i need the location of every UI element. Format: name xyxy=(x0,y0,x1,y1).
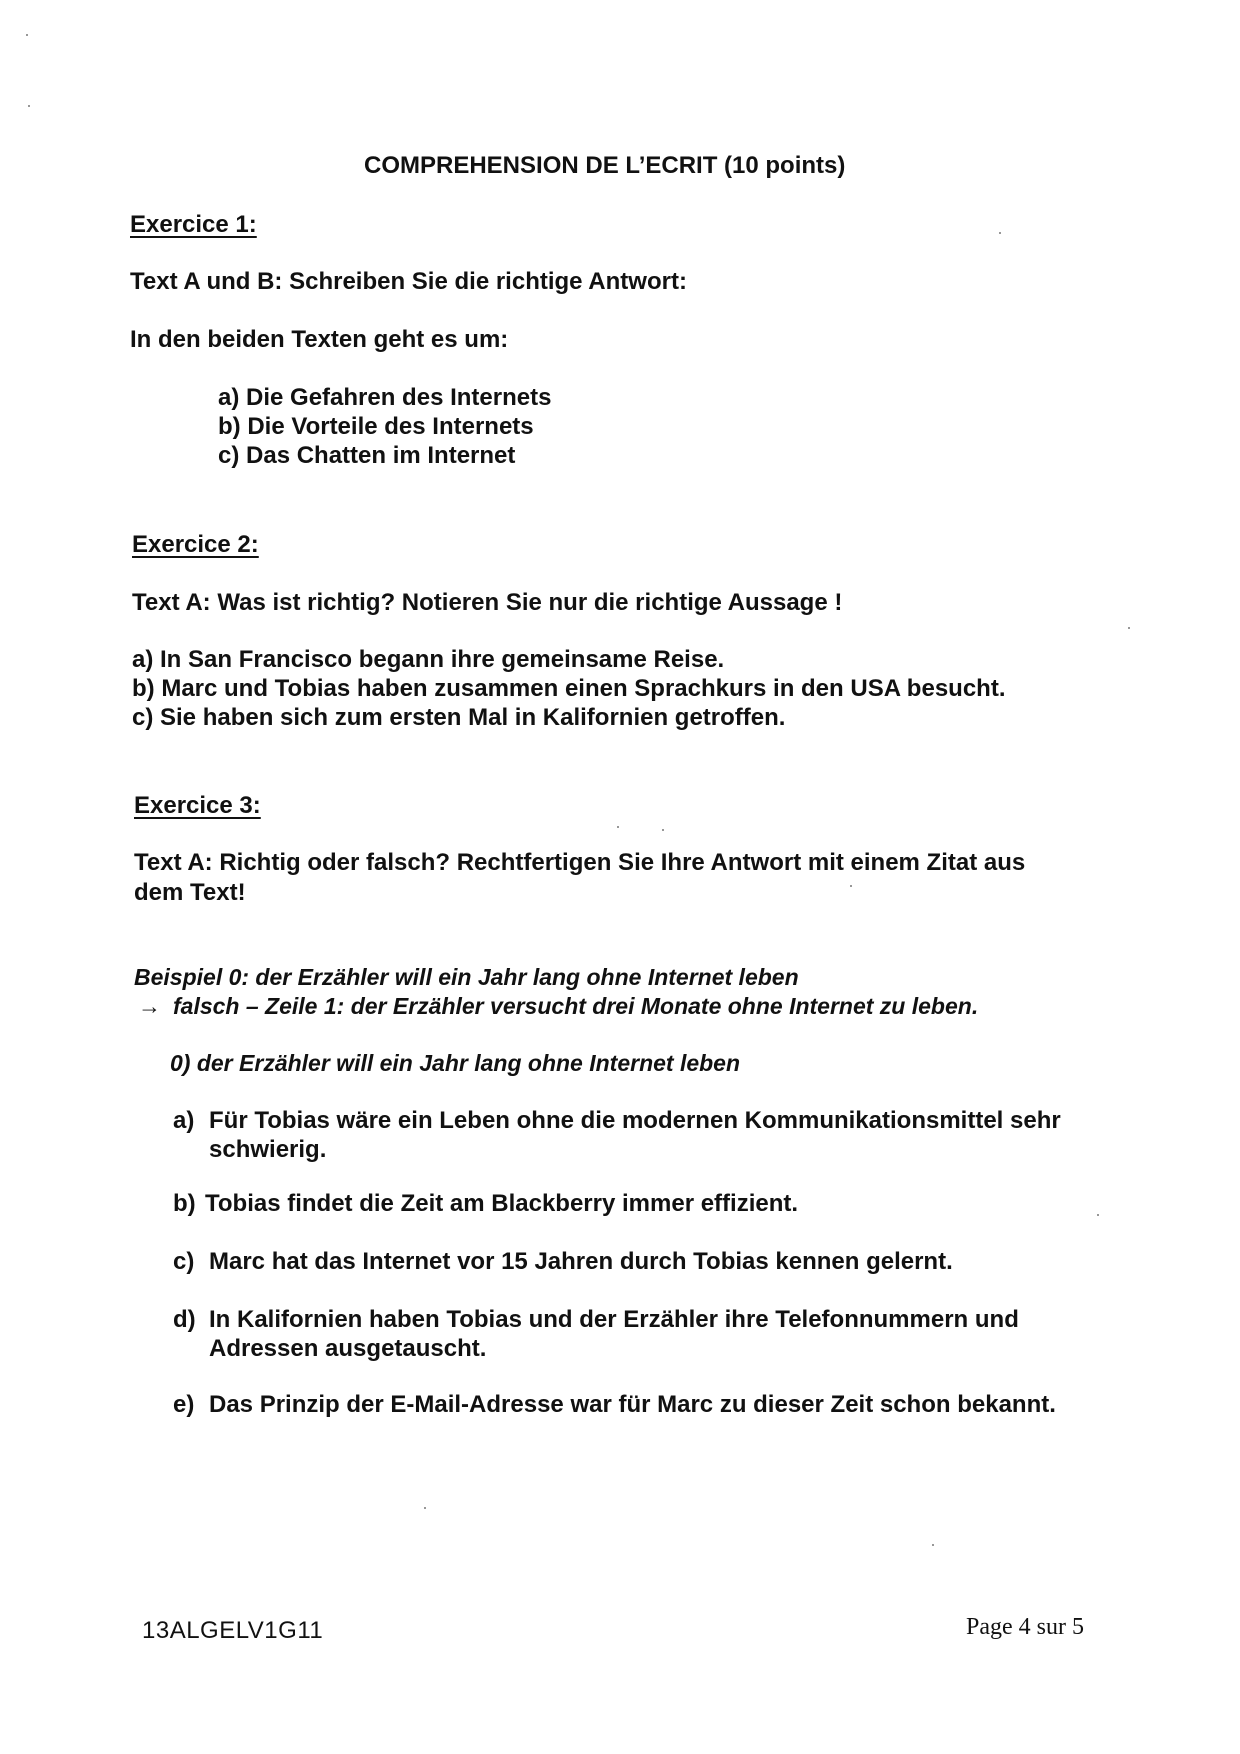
item-a-text-line2: schwierig. xyxy=(209,1136,327,1163)
scan-speck xyxy=(1128,627,1130,629)
item-d-label: d) xyxy=(173,1306,196,1333)
item-e-text: Das Prinzip der E-Mail-Adresse war für Marc zu dieser Zeit schon bekannt. xyxy=(209,1391,1056,1418)
exercise1-heading: Exercice 1: xyxy=(130,211,257,238)
item-a-text-line1: Für Tobias wäre ein Leben ohne die modernen Kommunikationsmittel sehr xyxy=(209,1107,1061,1134)
exercise2-heading: Exercice 2: xyxy=(132,531,259,558)
item-a-label: a) xyxy=(173,1107,195,1134)
exercise3-instruction-line1: Text A: Richtig oder falsch? Rechtfertigen Sie Ihre Antwort mit einem Zitat aus xyxy=(134,849,1026,876)
scan-speck xyxy=(26,34,28,36)
exercise1-option-b: b) Die Vorteile des Internets xyxy=(218,413,534,440)
exercise1-instruction: Text A und B: Schreiben Sie die richtige Antwort: xyxy=(130,268,687,295)
item-e-label: e) xyxy=(173,1391,195,1418)
document-code: 13ALGELV1G11 xyxy=(142,1617,324,1644)
item-b-text: Tobias findet die Zeit am Blackberry immer effizient. xyxy=(205,1190,799,1217)
example-line1: Beispiel 0: der Erzähler will ein Jahr lang ohne Internet leben xyxy=(134,964,799,990)
scan-speck xyxy=(28,105,30,107)
exercise1-option-a: a) Die Gefahren des Internets xyxy=(218,384,552,411)
exercise2-option-b: b) Marc und Tobias haben zusammen einen Sprachkurs in den USA besucht. xyxy=(132,675,1006,702)
scan-speck xyxy=(932,1544,934,1546)
exercise2-option-a: a) In San Francisco begann ihre gemeinsame Reise. xyxy=(132,646,725,673)
item-d-text-line2: Adressen ausgetauscht. xyxy=(209,1335,487,1362)
exercise1-option-c: c) Das Chatten im Internet xyxy=(218,442,516,469)
exercise3-heading: Exercice 3: xyxy=(134,792,261,819)
page-title: COMPREHENSION DE L’ECRIT (10 points) xyxy=(364,152,846,179)
exercise1-question: In den beiden Texten geht es um: xyxy=(130,326,509,353)
item-b-label: b) xyxy=(173,1190,196,1217)
item-c-text: Marc hat das Internet vor 15 Jahren durch Tobias kennen gelernt. xyxy=(209,1248,953,1275)
example-line2: falsch – Zeile 1: der Erzähler versucht drei Monate ohne Internet zu leben. xyxy=(173,993,979,1019)
scan-speck xyxy=(617,826,619,828)
exercise3-instruction-line2: dem Text! xyxy=(134,879,246,906)
exercise2-option-c: c) Sie haben sich zum ersten Mal in Kalifornien getroffen. xyxy=(132,704,786,731)
page-number: Page 4 sur 5 xyxy=(966,1614,1084,1640)
item-d-text-line1: In Kalifornien haben Tobias und der Erzähler ihre Telefonnummern und xyxy=(209,1306,1019,1333)
exercise3-item-0: 0) der Erzähler will ein Jahr lang ohne Internet leben xyxy=(170,1050,741,1076)
item-c-label: c) xyxy=(173,1248,195,1275)
scan-speck xyxy=(424,1507,426,1509)
exercise2-instruction: Text A: Was ist richtig? Notieren Sie nur die richtige Aussage ! xyxy=(132,589,843,616)
scan-speck xyxy=(999,232,1001,234)
scan-speck xyxy=(850,885,852,887)
scan-speck xyxy=(1097,1214,1099,1216)
scan-speck xyxy=(662,829,664,831)
example-arrow-icon: → xyxy=(138,993,161,1019)
